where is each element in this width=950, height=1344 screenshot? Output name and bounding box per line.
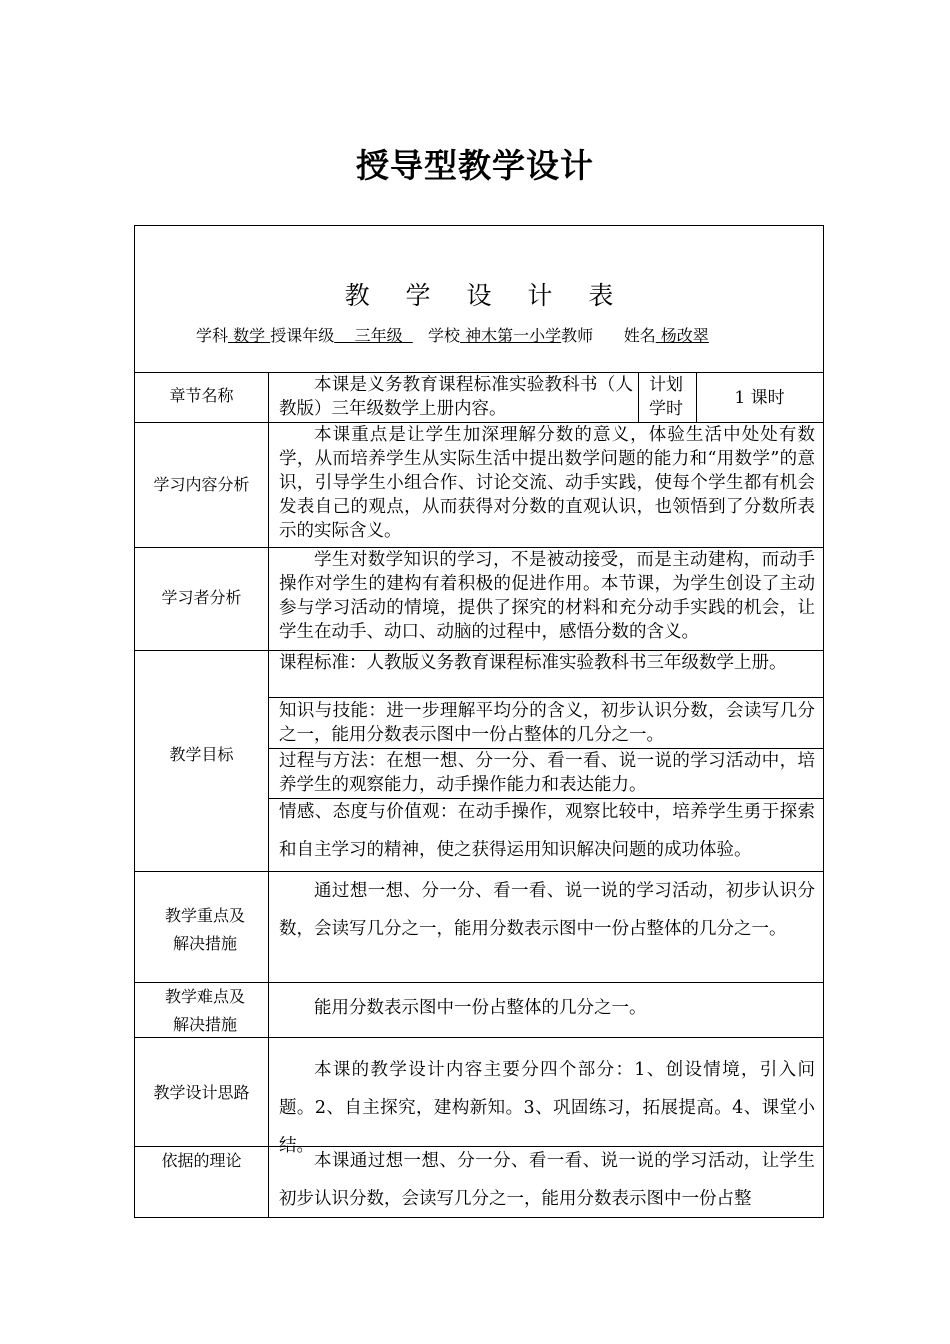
name-value: 杨改翠 [660,326,709,345]
objective-knowledge: 知识与技能：进一步理解平均分的含义，初步认识分数，会读写几分之一，能用分数表示图中一份占整体的几分之一。 [279,701,815,745]
objectives-label: 教学目标 [169,745,234,764]
objective-standard: 课程标准：人教版义务教育课程标准实验教科书三年级数学上册。 [279,653,787,673]
table-header [135,226,823,372]
school-value: 神木第一小学 [465,326,562,345]
grade-label: 授课年级 [270,326,335,345]
subject-label: 学科 [196,326,229,345]
theory-text: 本课通过想一想、分一分、看一看、说一说的学习活动，让学生初步认识分数，会读写几分之一，能用分数表示图中一份占整 [279,1151,815,1209]
name-label: 姓名 [623,326,656,345]
learner-analysis-label: 学习者分析 [161,588,242,607]
difficulties-text: 能用分数表示图中一份占整体的几分之一。 [314,998,647,1018]
meta-line [196,323,709,346]
chapter-label: 章节名称 [169,386,234,405]
grade-value: 三年级 [354,326,403,345]
design-idea-label: 教学设计思路 [153,1083,250,1102]
learner-analysis-text: 学生对数学知识的学习，不是被动接受，而是主动建构，而动手操作对学生的建构有着积极的促进作用。本节课，为学生创设了主动参与学习活动的情境，提供了探究的材料和充分动手实践的机会，让学生在动手、动口、动脑的过程中，感悟分数的含义。 [279,550,815,642]
objective-process: 过程与方法：在想一想、分一分、看一看、说一说的学习活动中，培养学生的观察能力，动手操作能力和表达能力。 [279,751,815,795]
planned-hours-value: 1 课时 [734,388,785,408]
chapter-text: 本课是义务教育课程标准实验教科书（人教版）三年级数学上册内容。 [279,375,633,419]
content-analysis-text: 本课重点是让学生加深理解分数的意义，体验生活中处处有数学，从而培养学生从实际生活中提出数学问题的能力和“用数学”的意识，引导学生小组合作、讨论交流、动手实践，使每个学生都有机会发表自己的观点，从而获得对分数的直观认识，也领悟到了分数所表示的实际含义。 [279,425,815,541]
table-title: 教 学 设 计 表 [344,281,628,310]
subject-value: 数学 [233,326,266,345]
planned-hours-label: 计划学时 [649,375,683,419]
document-title: 授导型教学设计 [356,146,594,185]
objective-emotion: 情感、态度与价值观：在动手操作，观察比较中，培养学生勇于探索和自主学习的精神，使之获得运用知识解决问题的成功体验。 [279,802,815,860]
theory-label: 依据的理论 [161,1151,242,1170]
design-table [134,225,824,1218]
school-label: 学校 [428,326,461,345]
difficulties-label: 教学难点及解决措施 [165,987,246,1034]
objective-divider [268,697,823,698]
design-idea-text: 本课的教学设计内容主要分四个部分：1、创设情境，引入问题。2、自主探究，建构新知。3、巩固练习，拓展提高。4、课堂小结。 [279,1060,815,1156]
column-divider [268,372,269,1218]
key-points-label: 教学重点及解决措施 [165,906,246,953]
content-analysis-label: 学习内容分析 [153,475,250,494]
teacher-label: 教师 [561,326,594,345]
hours-divider-left [638,372,639,422]
key-points-text: 通过想一想、分一分、看一看、说一说的学习活动，初步认识分数，会读写几分之一，能用分数表示图中一份占整体的几分之一。 [279,881,815,939]
